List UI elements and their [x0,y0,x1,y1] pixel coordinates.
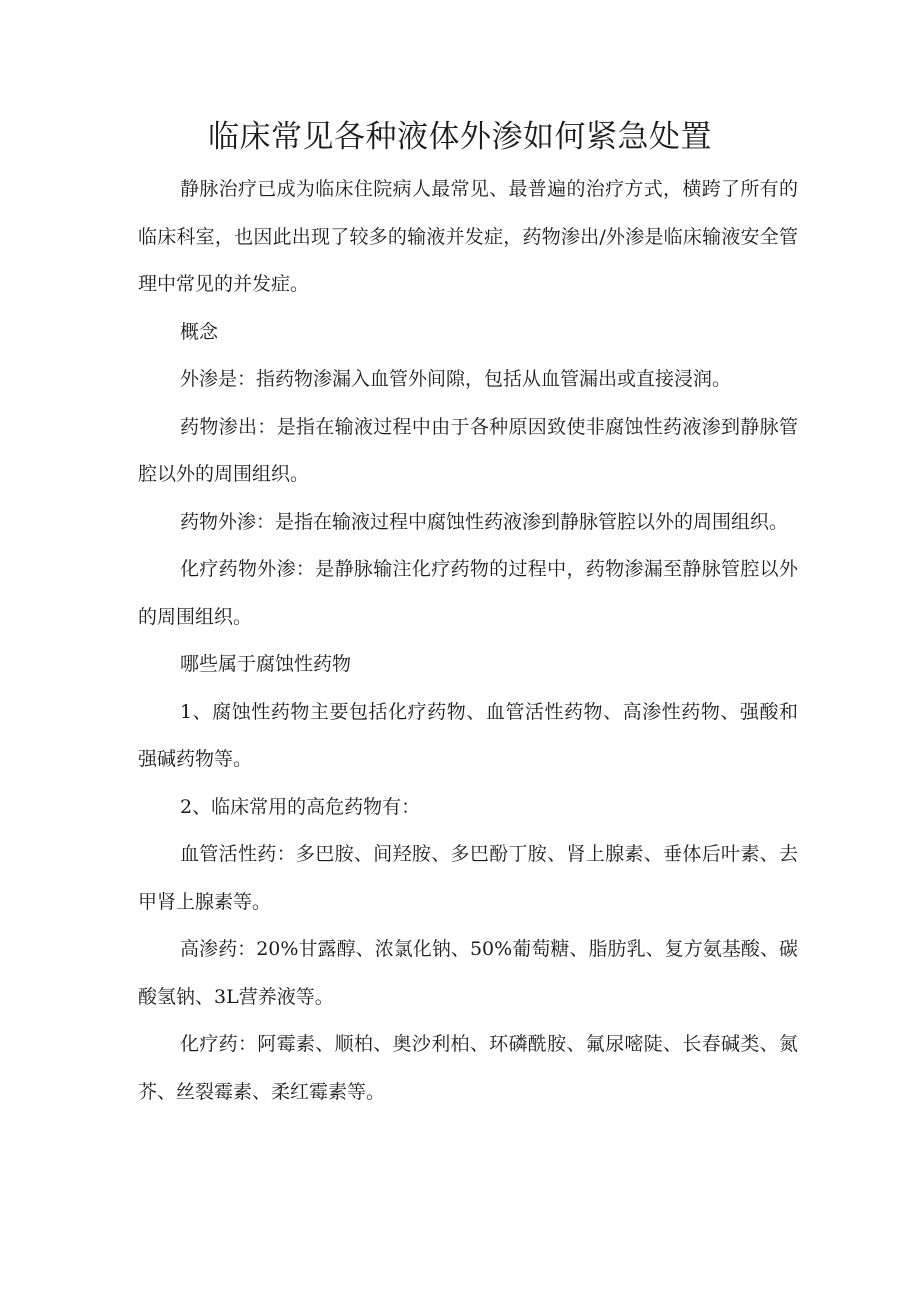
paragraph-drug-extravasation-definition: 药物外渗：是指在输液过程中腐蚀性药液渗到静脉管腔以外的周围组织。 [180,510,789,533]
paragraph-extravasation-definition: 外渗是：指药物渗漏入血管外间隙，包括从血管漏出或直接浸润。 [180,368,732,390]
section-heading-corrosive-drugs: 哪些属于腐蚀性药物 [180,653,352,675]
document-title: 临床常见各种液体外渗如何紧急处置 [208,119,712,155]
paragraph-chemo-drugs: 化疗药：阿霉素、顺柏、奥沙利柏、环磷酰胺、氟尿嘧陡、长春碱类、氮芥、丝裂霉素、柔红霉素等。 [138,1033,798,1103]
paragraph-vasoactive-drugs: 血管活性药：多巴胺、间羟胺、多巴酚丁胺、肾上腺素、垂体后叶素、去甲肾上腺素等。 [138,843,798,913]
paragraph-infiltration-definition: 药物渗出：是指在输液过程中由于各种原因致使非腐蚀性药液渗到静脉管腔以外的周围组织。 [138,415,798,485]
document-body [138,166,798,1116]
paragraph-hypertonic-drugs: 高渗药：20%甘露醇、浓氯化钠、50%葡萄糖、脂肪乳、复方氨基酸、碳酸氢钠、3L营养液等。 [138,938,798,1008]
paragraph-intro: 静脉治疗已成为临床住院病人最常见、最普遍的治疗方式，横跨了所有的临床科室，也因此出现了较多的输液并发症，药物渗出/外渗是临床输液安全管理中常见的并发症。 [138,178,798,295]
list-item-high-risk-drugs: 2、临床常用的高危药物有： [180,795,421,818]
list-item-corrosive-drugs: 1、腐蚀性药物主要包括化疗药物、血管活性药物、高渗性药物、强酸和强碱药物等。 [138,700,798,770]
paragraph-chemo-extravasation-definition: 化疗药物外渗：是静脉输注化疗药物的过程中，药物渗漏至静脉管腔以外的周围组织。 [138,558,798,628]
section-heading-concept: 概念 [180,320,219,343]
